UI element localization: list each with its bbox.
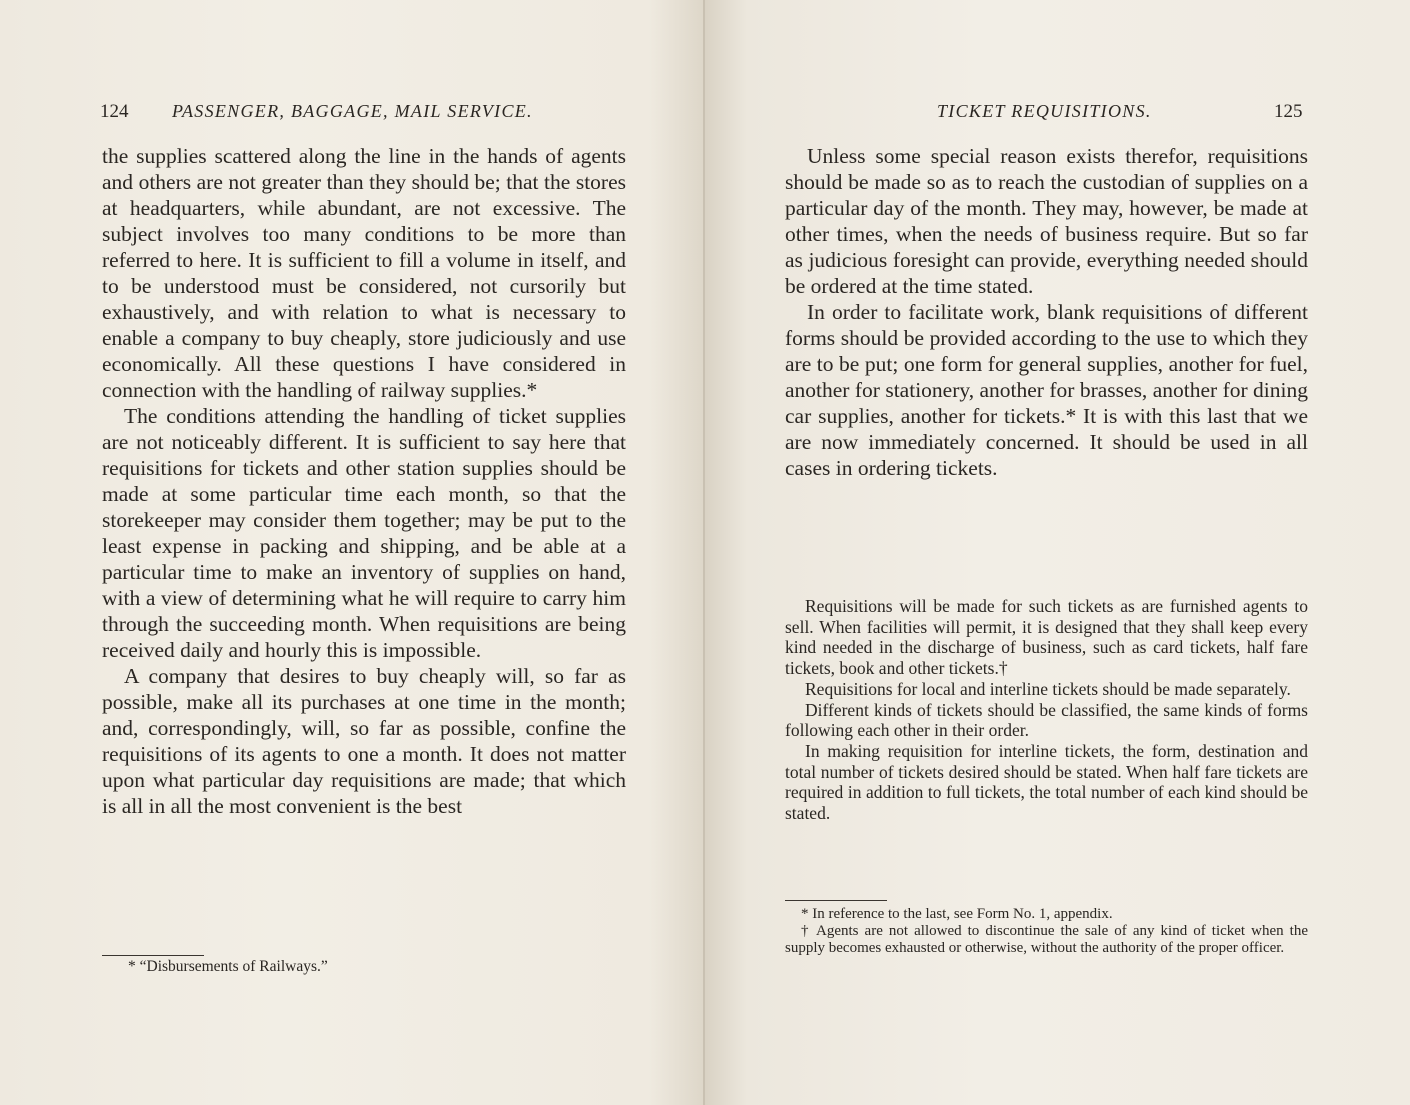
running-head: PASSENGER, BAGGAGE, MAIL SERVICE. [172,101,533,121]
footnote-rule [785,900,887,901]
left-body [102,143,626,819]
paragraph: the supplies scattered along the line in the hands of agents and others are not greater than they should be; that the stores at headquarters, while abundant, are not excessive. The subject involves too many conditions to be more than referred to here. It is sufficient to fill a volume in itself, and to be understood must be considered, not cursorily but exhaustively, and with relation to what is necessary to enable a company to buy cheaply, store judiciously and use economically. All these questions I have considered in connection with the handling of railway supplies.* [102,144,626,402]
rule-item: In making requisition for interline tickets, the form, destination and total number of tickets desired should be stated. When half fare tickets are required in addition to full tickets, the total number of each kind should be stated. [785,740,1308,824]
footnotes [785,906,1308,957]
rules-block [785,596,1308,824]
rule-item: Requisitions for local and interline tickets should be made separately. [805,678,1291,699]
paragraph: A company that desires to buy cheaply will, so far as possible, make all its purchases at one time in the month; and, correspondingly, will, so far as possible, confine the requisitions of its agents to one a month. It does not matter upon what particular day requisitions are made; that which is all in all the most convenient is the best [102,664,626,818]
page-number: 124 [100,101,129,122]
page-number: 125 [1274,101,1303,122]
footnote-rule [102,955,204,956]
paragraph: In order to facilitate work, blank requisitions of different forms should be provided according to the use to which they are to be put; one form for general supplies, another for fuel, another for stationery, another for brasses, another for dining car supplies, another for tickets.* It is with this last that we are now immediately concerned. It should be used in all cases in ordering tickets. [785,300,1308,480]
right-body [785,143,1308,481]
right-page [705,0,1410,1105]
paragraph: The conditions attending the handling of ticket supplies are not noticeably different. It is sufficient to say here that requisitions for tickets and other station supplies should be made at some particular time each month, so that the storekeeper may consider them together; may be put to the least expense in packing and shipping, and be able at a particular time to make an inventory of supplies on hand, with a view of determining what he will require to carry him through the succeeding month. When requisitions are being received daily and hourly this is impossible. [102,404,626,662]
footnote: † Agents are not allowed to discontinue the sale of any kind of ticket when the supply becomes exhausted or otherwise, without the authority of the proper officer. [785,923,1308,956]
running-head: TICKET REQUISITIONS. [937,101,1152,121]
paragraph: Unless some special reason exists therefor, requisitions should be made so as to reach the custodian of supplies on a particular day of the month. They may, however, be made at other times, when the needs of business require. But so far as judicious foresight can provide, everything needed should be ordered at the time stated. [785,144,1308,298]
rule-item: Requisitions will be made for such tickets as are furnished agents to sell. When facilities will permit, it is designed that they shall keep every kind needed in the discharge of business, such as card tickets, half fare tickets, book and other tickets.† [785,596,1308,679]
footnote: * “Disbursements of Railways.” [128,958,328,975]
footnote: * In reference to the last, see Form No. 1, appendix. [801,906,1113,922]
rule-item: Different kinds of tickets should be classified, the same kinds of forms following each other in their order. [785,699,1308,741]
